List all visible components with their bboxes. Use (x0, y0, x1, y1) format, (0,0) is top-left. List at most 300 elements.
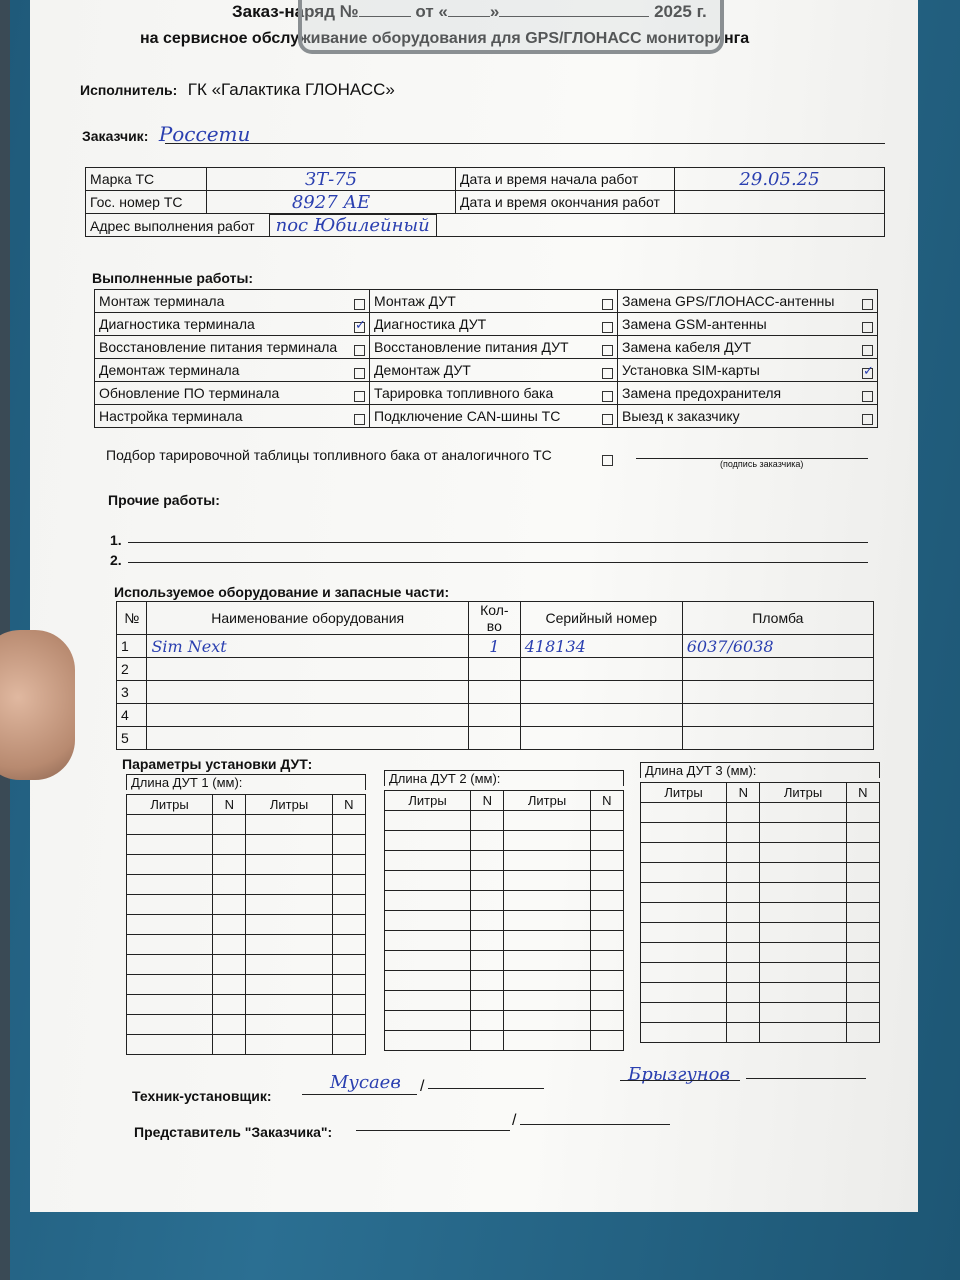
dut-cell (471, 1011, 504, 1031)
work-item (370, 382, 618, 405)
dut-cell (471, 831, 504, 851)
work-item-label: Монтаж терминала (99, 292, 225, 309)
dut-cell (213, 895, 246, 915)
dut-cell (504, 951, 590, 971)
equipment-header: Наименование оборудования (147, 602, 468, 635)
dut-cell (471, 991, 504, 1011)
dut-cell (213, 935, 246, 955)
equipment-row (117, 704, 874, 727)
dut-cell (641, 923, 727, 943)
customer-label: Заказчик: (82, 128, 149, 144)
dut-table (640, 782, 880, 1043)
dut-row (641, 1023, 880, 1043)
dut-cell (213, 1015, 246, 1035)
dut-cell (641, 1003, 727, 1023)
dut-cell (846, 903, 879, 923)
dut-cell (332, 1035, 365, 1055)
dut-row (641, 1003, 880, 1023)
rep-slash: / (512, 1112, 517, 1129)
dut-cell (846, 863, 879, 883)
work-item (370, 290, 618, 313)
dut-cell (127, 935, 213, 955)
address-label: Адрес выполнения работ (90, 217, 255, 234)
dut-row (127, 995, 366, 1015)
dut-cell (246, 935, 332, 955)
dut-cell (385, 811, 471, 831)
dut-cell (471, 951, 504, 971)
header-order-label: Заказ-наряд № (232, 2, 359, 21)
dut-cell (641, 903, 727, 923)
dut-cell (727, 983, 760, 1003)
dut-cell (504, 911, 590, 931)
work-item-checkbox[interactable] (602, 391, 613, 402)
work-item-label: Замена GPS/ГЛОНАСС-антенны (621, 292, 835, 309)
equipment-cell: 1 (117, 635, 147, 658)
dut-header: Литры (246, 795, 332, 815)
dut-cell (760, 923, 846, 943)
dut-cell (641, 863, 727, 883)
work-item-label: Восстановление питания ДУТ (374, 338, 569, 355)
dut-cell (471, 911, 504, 931)
dut-row (127, 875, 366, 895)
dut-cell (846, 1003, 879, 1023)
dut-cell (504, 1031, 590, 1051)
dut-cell (727, 1023, 760, 1043)
plate-value: 8927 АЕ (207, 191, 456, 214)
dut-cell (385, 911, 471, 931)
work-item (617, 313, 877, 336)
dut-header: N (213, 795, 246, 815)
dut-cell (641, 963, 727, 983)
dut-header: N (471, 791, 504, 811)
equipment-table (116, 601, 874, 750)
customer-value: Россети (158, 122, 251, 146)
equipment-title: Используемое оборудование и запасные части: (114, 584, 450, 600)
dut-cell (727, 1003, 760, 1023)
executor-label: Исполнитель: (80, 82, 178, 98)
dut-row (127, 955, 366, 975)
dut-cell (590, 891, 623, 911)
work-item-checkbox[interactable] (354, 322, 365, 333)
dut-cell (246, 815, 332, 835)
work-item (95, 313, 370, 336)
dut-cell (590, 951, 623, 971)
dut-cell (504, 991, 590, 1011)
dut-cell (385, 871, 471, 891)
end-label: Дата и время окончания работ (456, 191, 675, 214)
equipment-row (117, 681, 874, 704)
dut-header: N (332, 795, 365, 815)
dut-row (127, 935, 366, 955)
dut-row (641, 903, 880, 923)
equipment-cell: 418134 (520, 635, 682, 658)
dut-row (385, 1011, 624, 1031)
work-item-checkbox[interactable] (602, 414, 613, 425)
work-item-checkbox[interactable] (862, 414, 873, 425)
dut-cell (332, 855, 365, 875)
dut-header: Литры (641, 783, 727, 803)
work-item-label: Обновление ПО терминала (99, 384, 280, 401)
other-works-title: Прочие работы: (108, 492, 220, 508)
dut-cell (727, 863, 760, 883)
work-item-checkbox[interactable] (354, 345, 365, 356)
work-item-label: Диагностика терминала (99, 315, 255, 332)
dut-cell (213, 975, 246, 995)
dut-cell (471, 931, 504, 951)
dut-row (385, 831, 624, 851)
dut-cell (590, 1011, 623, 1031)
tech-label: Техник-установщик: (132, 1088, 272, 1104)
dut-row (641, 923, 880, 943)
equipment-row (117, 635, 874, 658)
work-order-sheet (30, 0, 918, 1212)
dut-cell (127, 875, 213, 895)
dut-cell (504, 931, 590, 951)
dut-cell (590, 811, 623, 831)
dut-cell (471, 851, 504, 871)
address-row (86, 214, 885, 237)
equipment-cell (468, 704, 520, 727)
equipment-cell (520, 727, 682, 750)
dut-cell (246, 915, 332, 935)
start-label: Дата и время начала работ (456, 168, 675, 191)
dut-cell (385, 971, 471, 991)
work-item (370, 313, 618, 336)
dut-row (385, 951, 624, 971)
dut-cell (760, 943, 846, 963)
dut-cell (727, 843, 760, 863)
dut-row (641, 843, 880, 863)
work-item-label: Замена GSM-антенны (621, 315, 767, 332)
dut-cell (846, 1023, 879, 1043)
dut-cell (760, 1003, 846, 1023)
dut-cell (590, 851, 623, 871)
dut-cell (727, 803, 760, 823)
dut-cell (332, 955, 365, 975)
dut-cell (590, 831, 623, 851)
dut-header: Литры (127, 795, 213, 815)
equipment-row (117, 658, 874, 681)
dut-cell (504, 971, 590, 991)
dut-cell (332, 1015, 365, 1035)
signature-caption: (подпись заказчика) (720, 459, 804, 469)
dut-cell (760, 883, 846, 903)
dut-cell (385, 951, 471, 971)
equipment-cell: 3 (117, 681, 147, 704)
dut-cell (504, 871, 590, 891)
work-item (617, 336, 877, 359)
dut-cell (504, 1011, 590, 1031)
works-title: Выполненные работы: (92, 270, 254, 286)
dut-cell (127, 955, 213, 975)
dut-cell (213, 1035, 246, 1055)
dut-cell (760, 863, 846, 883)
equipment-cell (468, 681, 520, 704)
brand-label: Марка ТС (86, 168, 207, 191)
dut-row (385, 871, 624, 891)
dut-cell (332, 895, 365, 915)
header-line2: на сервисное обслуживание оборудования для GPS/ГЛОНАСС мониторинга (140, 30, 750, 47)
dut-row (127, 815, 366, 835)
work-item-checkbox[interactable] (354, 368, 365, 379)
dut-cell (332, 835, 365, 855)
dut-cell (846, 883, 879, 903)
dut-header: Литры (385, 791, 471, 811)
dut-cell (127, 815, 213, 835)
dut-row (385, 891, 624, 911)
dut-cell (590, 931, 623, 951)
dut-row (127, 835, 366, 855)
dut-header: Литры (760, 783, 846, 803)
work-item (370, 359, 618, 382)
work-item (370, 336, 618, 359)
dut-cell (727, 943, 760, 963)
work-item-label: Подключение CAN-шины ТС (374, 407, 561, 424)
work-item (95, 290, 370, 313)
dut-cell (504, 851, 590, 871)
dut-cell (127, 975, 213, 995)
dut-cell (213, 955, 246, 975)
dut-cell (127, 855, 213, 875)
equipment-cell: 5 (117, 727, 147, 750)
equipment-cell (682, 727, 873, 750)
dut-header: Литры (504, 791, 590, 811)
dut-cell (213, 815, 246, 835)
dut-cell (332, 875, 365, 895)
work-item-checkbox[interactable] (862, 345, 873, 356)
dut-table-title: Длина ДУТ 2 (мм): (384, 770, 624, 786)
rep-label: Представитель "Заказчика": (134, 1124, 333, 1140)
equipment-cell (147, 658, 468, 681)
work-item-label: Демонтаж ДУТ (374, 361, 471, 378)
dut-cell (385, 931, 471, 951)
dut-cell (471, 871, 504, 891)
dut-cell (641, 943, 727, 963)
dut-cell (846, 983, 879, 1003)
dut-cell (246, 955, 332, 975)
dut-row (127, 895, 366, 915)
dut-row (385, 911, 624, 931)
dut-header: N (727, 783, 760, 803)
dut-cell (385, 1031, 471, 1051)
dut-row (641, 943, 880, 963)
work-item-checkbox[interactable] (862, 368, 873, 379)
dut-cell (590, 1031, 623, 1051)
dut-cell (127, 995, 213, 1015)
dut-cell (385, 831, 471, 851)
dut-cell (727, 883, 760, 903)
work-item-label: Демонтаж терминала (99, 361, 240, 378)
equipment-cell (468, 658, 520, 681)
dut-cell (246, 975, 332, 995)
dut-row (385, 971, 624, 991)
dut-cell (332, 995, 365, 1015)
dut-cell (127, 915, 213, 935)
header-quote: » (489, 2, 500, 21)
dut-cell (127, 1015, 213, 1035)
dut-row (385, 851, 624, 871)
work-item-label: Тарировка топливного бака (374, 384, 554, 401)
dut-cell (641, 883, 727, 903)
dut-cell (727, 963, 760, 983)
dut-cell (332, 975, 365, 995)
equipment-cell (682, 658, 873, 681)
brand-value: ЗТ-75 (207, 168, 456, 191)
dut-cell (760, 843, 846, 863)
dut-row (385, 1031, 624, 1051)
dut-cell (641, 1023, 727, 1043)
work-item-label: Выезд к заказчику (621, 407, 740, 424)
dut-cell (127, 1035, 213, 1055)
dut-cell (385, 1011, 471, 1031)
dut-cell (760, 1023, 846, 1043)
other-item-2: 2. (110, 552, 122, 568)
tech-signature-2: Брызгунов (628, 1064, 730, 1085)
equipment-row (117, 727, 874, 750)
dut-cell (846, 803, 879, 823)
work-item (95, 405, 370, 428)
work-item-label: Диагностика ДУТ (374, 315, 487, 332)
equipment-cell (520, 658, 682, 681)
dut-cell (760, 823, 846, 843)
equipment-cell (147, 704, 468, 727)
dut-table (126, 794, 366, 1055)
executor-row (80, 80, 395, 100)
work-item-checkbox[interactable] (602, 299, 613, 310)
work-item-checkbox[interactable] (862, 391, 873, 402)
dut-cell (504, 891, 590, 911)
dut-cell (127, 835, 213, 855)
work-item-checkbox[interactable] (354, 414, 365, 425)
dut-cell (246, 835, 332, 855)
dut-row (385, 811, 624, 831)
dut-row (127, 915, 366, 935)
work-item (95, 359, 370, 382)
work-item-checkbox[interactable] (862, 299, 873, 310)
work-item-label: Установка SIM-карты (621, 361, 760, 378)
dut-row (641, 983, 880, 1003)
dut-cell (332, 815, 365, 835)
dut-row (641, 823, 880, 843)
work-item-checkbox[interactable] (602, 322, 613, 333)
dut-cell (727, 823, 760, 843)
equipment-cell: Sim Next (147, 635, 468, 658)
equipment-cell: 6037/6038 (682, 635, 873, 658)
dut-cell (504, 811, 590, 831)
work-item-label: Замена предохранителя (621, 384, 782, 401)
tech-signature: Мусаев (330, 1072, 401, 1093)
dut-cell (246, 895, 332, 915)
dut-cell (760, 903, 846, 923)
work-item-checkbox[interactable] (354, 299, 365, 310)
dut-cell (385, 891, 471, 911)
dut-cell (332, 915, 365, 935)
equipment-cell (468, 727, 520, 750)
dut-cell (846, 923, 879, 943)
dut-cell (846, 943, 879, 963)
dut-cell (127, 895, 213, 915)
work-item-checkbox[interactable] (602, 368, 613, 379)
dut-cell (246, 855, 332, 875)
dut-cell (213, 835, 246, 855)
other-item-1: 1. (110, 532, 122, 548)
extra-work-label: Подбор тарировочной таблицы топливного бака от аналогичного ТС (106, 447, 552, 463)
dut-cell (641, 983, 727, 1003)
extra-work-checkbox[interactable] (602, 455, 613, 466)
dut-cell (760, 963, 846, 983)
work-item-checkbox[interactable] (354, 391, 365, 402)
equipment-cell (682, 681, 873, 704)
dut-cell (246, 995, 332, 1015)
equipment-header: Серийный номер (520, 602, 682, 635)
work-item-label: Восстановление питания терминала (99, 338, 338, 355)
dut-cell (504, 831, 590, 851)
work-item (617, 382, 877, 405)
dut-cell (213, 855, 246, 875)
dut-cell (590, 911, 623, 931)
start-value: 29.05.25 (675, 168, 885, 191)
dut-cell (590, 971, 623, 991)
equipment-cell (520, 704, 682, 727)
dut-cell (246, 1035, 332, 1055)
dut-cell (332, 935, 365, 955)
dut-row (385, 991, 624, 1011)
dut-cell (641, 823, 727, 843)
work-item (617, 359, 877, 382)
dut-cell (760, 803, 846, 823)
dut-table-title: Длина ДУТ 3 (мм): (640, 762, 880, 778)
end-value (675, 191, 885, 214)
dut-cell (471, 1031, 504, 1051)
plate-label: Гос. номер ТС (86, 191, 207, 214)
tech-slash: / (420, 1078, 425, 1095)
dut-cell (760, 983, 846, 1003)
dut-header: N (590, 791, 623, 811)
executor-value: ГК «Галактика ГЛОНАСС» (187, 80, 395, 99)
work-item-checkbox[interactable] (602, 345, 613, 356)
work-item-label: Замена кабеля ДУТ (621, 338, 752, 355)
dut-title: Параметры установки ДУТ: (122, 756, 313, 772)
dut-row (385, 931, 624, 951)
dut-cell (471, 971, 504, 991)
dut-cell (846, 963, 879, 983)
work-item (617, 405, 877, 428)
dut-cell (590, 991, 623, 1011)
equipment-cell (682, 704, 873, 727)
dut-cell (213, 875, 246, 895)
work-item (617, 290, 877, 313)
work-item-checkbox[interactable] (862, 322, 873, 333)
dut-cell (727, 903, 760, 923)
dut-row (641, 803, 880, 823)
clipboard-clip (298, 0, 724, 54)
dut-row (641, 863, 880, 883)
vehicle-table (85, 167, 885, 237)
dut-cell (590, 871, 623, 891)
header-date-label: от « (415, 2, 448, 21)
thumb (0, 630, 75, 780)
equipment-cell (147, 727, 468, 750)
dut-cell (246, 875, 332, 895)
dut-header: N (846, 783, 879, 803)
dut-row (127, 1035, 366, 1055)
dut-cell (385, 851, 471, 871)
dut-cell (846, 823, 879, 843)
work-item-label: Настройка терминала (99, 407, 243, 424)
work-item (95, 336, 370, 359)
dut-cell (213, 995, 246, 1015)
dut-table-title: Длина ДУТ 1 (мм): (126, 774, 366, 790)
